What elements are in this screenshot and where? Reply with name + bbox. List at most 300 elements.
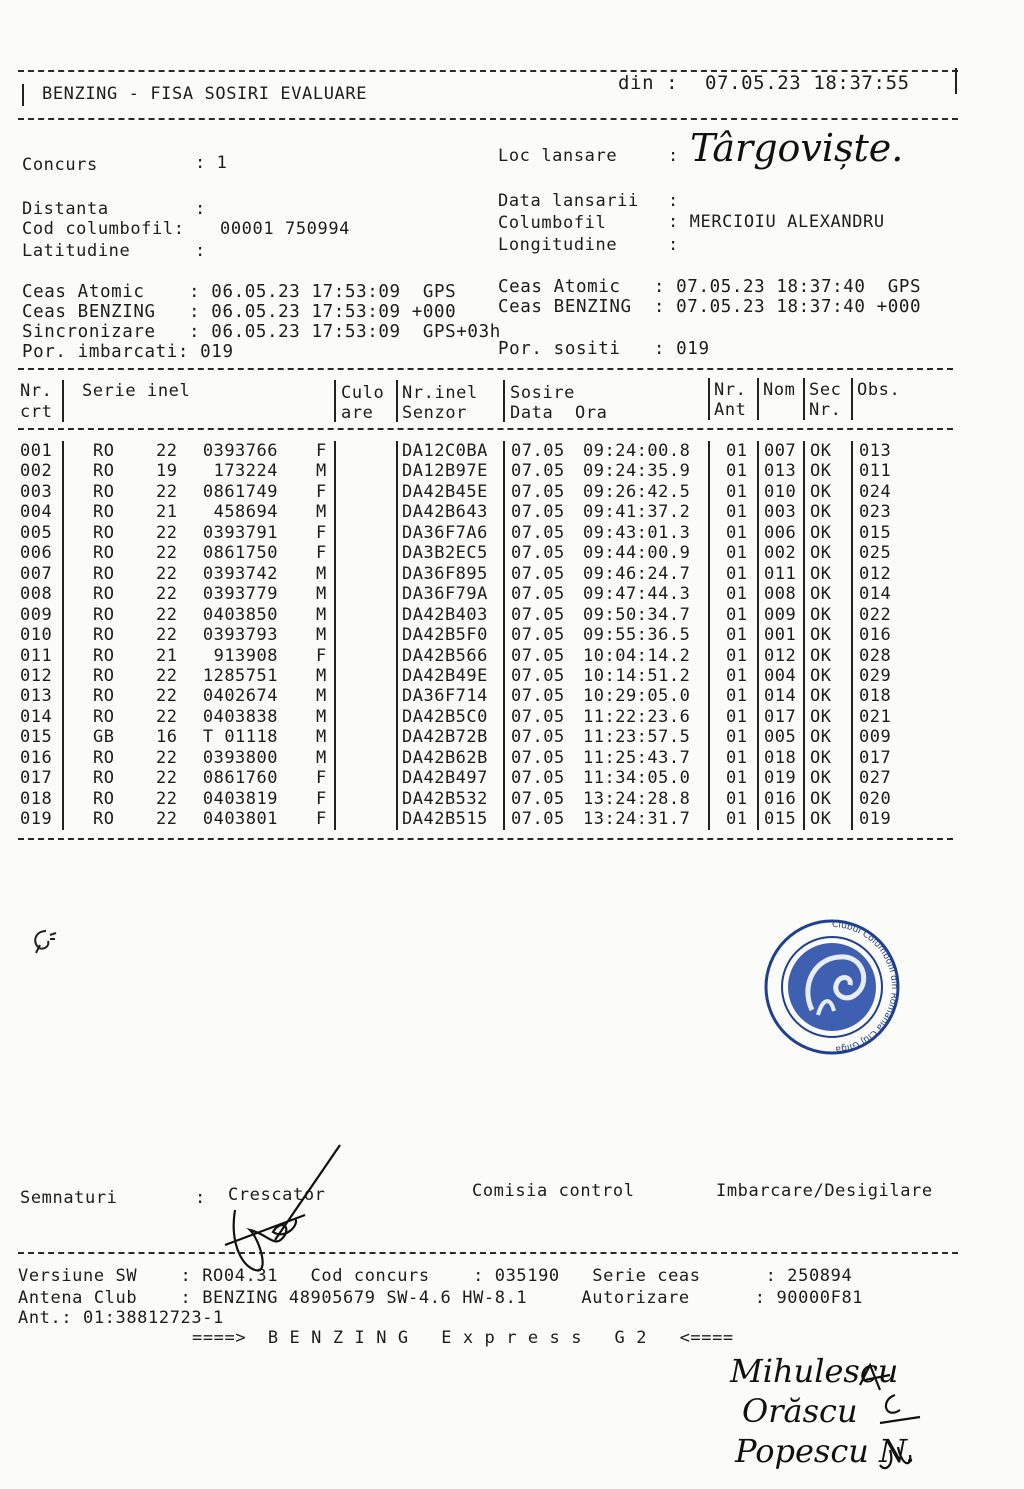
cell-nom: 011 [764,563,797,584]
cell-tara: RO [93,563,115,584]
cell-divider [708,605,710,626]
handwritten-initials [840,1355,950,1480]
cell-data: 07.05 [511,625,565,646]
cell-obs: 018 [859,686,892,707]
cell-divider [803,666,805,687]
cell-obs: 023 [859,502,892,523]
cell-nr: 010 [20,625,53,646]
benzing-express-banner: ====> B E N Z I N G E x p r e s s G 2 <==== [192,1328,734,1348]
loc-lansare-label: Loc lansare [498,146,618,166]
cell-divider [708,502,710,523]
cell-inel: 0861749 [202,481,278,502]
col-divider [757,378,759,420]
cell-divider [851,789,853,810]
cell-divider [803,523,805,544]
cell-nr: 009 [20,604,53,625]
cell-an: 22 [156,604,178,625]
cell-divider [334,768,336,789]
cell-divider [803,564,805,585]
table-row [0,809,1000,829]
cell-obs: 011 [859,461,892,482]
cell-data: 07.05 [511,686,565,707]
cell-divider [334,748,336,769]
cell-divider [851,482,853,503]
cell-nr: 007 [20,563,53,584]
por-sositi: Por. sositi : 019 [498,339,710,359]
cell-divider [62,727,64,748]
table-row [0,523,1000,543]
cell-tara: RO [93,747,115,768]
cell-data: 07.05 [511,706,565,727]
club-stamp [760,915,905,1065]
cell-nr: 015 [20,727,53,748]
cell-divider [708,543,710,564]
cell-divider [396,686,398,707]
cell-sex: M [316,665,327,686]
cell-divider [503,502,505,523]
cell-inel: 173224 [213,461,278,482]
concurs-value: : 1 [195,153,228,173]
cell-data: 07.05 [511,522,565,543]
latitudine-label: Latitudine [22,241,131,261]
cell-sex: F [316,809,327,830]
loc-lansare-handwritten: Târgoviște. [690,126,904,170]
cell-divider [851,523,853,544]
cell-divider [708,482,710,503]
cell-divider [851,707,853,728]
cell-divider [334,707,336,728]
cell-nr: 019 [20,809,53,830]
data-lansarii-value: : [668,191,679,211]
handwritten-name-1: Mihulescu [730,1352,899,1390]
cell-data: 07.05 [511,543,565,564]
cell-obs: 016 [859,625,892,646]
cell-inel: 0393793 [202,625,278,646]
cell-sec: OK [810,686,832,707]
cell-obs: 029 [859,665,892,686]
cell-inel: 0402674 [202,686,278,707]
cell-an: 22 [156,563,178,584]
comisia-control-label: Comisia control [472,1181,635,1201]
cell-sec: OK [810,788,832,809]
cell-divider [851,502,853,523]
table-row [0,789,1000,809]
cell-divider [803,605,805,626]
table-row [0,502,1000,522]
cell-senzor: DA12C0BA [402,441,488,461]
cell-sex: M [316,625,327,646]
cell-nr: 004 [20,502,53,523]
cell-divider [757,523,759,544]
cell-divider [803,625,805,646]
cell-an: 22 [156,788,178,809]
cell-divider [757,666,759,687]
cell-ant: 01 [726,686,748,707]
cell-inel: 0393766 [202,441,278,461]
cell-tara: RO [93,441,115,461]
cell-divider [708,727,710,748]
cell-data: 07.05 [511,584,565,605]
cell-ora: 10:14:51.2 [583,665,691,686]
table-row [0,564,1000,584]
cell-divider [396,502,398,523]
cell-divider [396,666,398,687]
cell-ant: 01 [726,768,748,789]
ceas-benzing-start: Ceas BENZING : 06.05.23 17:53:09 +000 [22,302,457,322]
cell-data: 07.05 [511,604,565,625]
cell-ora: 09:26:42.5 [583,481,691,502]
ceas-benzing-end: Ceas BENZING : 07.05.23 18:37:40 +000 [498,297,922,317]
cell-divider [396,523,398,544]
cell-divider [396,461,398,482]
cell-tara: RO [93,481,115,502]
cell-nom: 012 [764,645,797,666]
cell-sex: M [316,686,327,707]
cell-sex: M [316,502,327,523]
table-row [0,686,1000,706]
cell-divider [396,707,398,728]
concurs-label: Concurs [22,155,98,175]
cell-obs: 022 [859,604,892,625]
cell-inel: 0403801 [202,809,278,830]
cell-senzor: DA42B62B [402,747,488,768]
cell-tara: RO [93,686,115,707]
cell-nr: 017 [20,768,53,789]
col-ant-header-top: Nr. [714,380,747,400]
cell-divider [62,789,64,810]
cell-divider [757,482,759,503]
cell-an: 22 [156,543,178,564]
cell-divider [803,707,805,728]
cell-divider [62,605,64,626]
cell-nom: 006 [764,522,797,543]
distanta-value: : [195,199,206,219]
cell-senzor: DA42B5F0 [402,625,488,646]
cell-nom: 019 [764,768,797,789]
cell-ora: 09:41:37.2 [583,502,691,523]
cell-nom: 004 [764,665,797,686]
cell-nom: 018 [764,747,797,768]
cell-ora: 09:55:36.5 [583,625,691,646]
cell-divider [334,584,336,605]
table-row [0,441,1000,461]
cell-divider [757,461,759,482]
col-divider [334,380,336,422]
cell-senzor: DA42B643 [402,502,488,523]
cell-inel: 0403819 [202,788,278,809]
cell-divider [708,768,710,789]
cod-columbofil-label: Cod columbofil: [22,219,185,239]
cell-an: 22 [156,625,178,646]
cell-data: 07.05 [511,441,565,461]
cell-divider [708,584,710,605]
cell-obs: 014 [859,584,892,605]
cell-ora: 09:46:24.7 [583,563,691,584]
cell-nom: 009 [764,604,797,625]
cell-divider [757,584,759,605]
cell-divider [803,789,805,810]
cell-divider [396,809,398,830]
cell-divider [851,727,853,748]
cell-inel: T 01118 [202,727,278,748]
cell-divider [503,707,505,728]
table-row [0,461,1000,481]
cell-sex: F [316,645,327,666]
cell-senzor: DA42B532 [402,788,488,809]
cell-sec: OK [810,809,832,830]
cell-nr: 011 [20,645,53,666]
cell-tara: RO [93,625,115,646]
col-ant-header-bottom: Ant [714,400,747,420]
cell-divider [851,605,853,626]
cell-obs: 012 [859,563,892,584]
cell-nr: 012 [20,665,53,686]
cell-divider [757,686,759,707]
cell-tara: RO [93,809,115,830]
table-row [0,666,1000,686]
cell-divider [62,543,64,564]
cell-sex: M [316,563,327,584]
cell-divider [396,482,398,503]
cell-inel: 0393779 [202,584,278,605]
cell-inel: 458694 [213,502,278,523]
cell-divider [757,625,759,646]
report-date-label: din : [618,72,679,94]
table-bottom-rule [18,838,953,840]
cell-ora: 09:44:00.9 [583,543,691,564]
header-bottom-rule [18,118,958,120]
col-senzor-header-top: Nr.inel [402,383,478,403]
antena-line: Antena Club : BENZING 48905679 SW-4.6 HW-8.1 Autorizare : 90000F81 [18,1288,864,1308]
cell-nr: 016 [20,747,53,768]
cell-an: 22 [156,522,178,543]
cell-divider [851,748,853,769]
cell-ora: 10:29:05.0 [583,686,691,707]
cell-an: 19 [156,461,178,482]
cell-ant: 01 [726,706,748,727]
cell-senzor: DA36F79A [402,584,488,605]
cell-sex: M [316,584,327,605]
cell-sec: OK [810,665,832,686]
cell-nom: 016 [764,788,797,809]
crescator-label: Crescator [228,1185,326,1205]
cell-divider [803,748,805,769]
cell-nr: 006 [20,543,53,564]
cell-tara: RO [93,543,115,564]
cell-divider [334,482,336,503]
data-lansarii-label: Data lansarii [498,191,639,211]
cell-divider [851,809,853,830]
table-row [0,768,1000,788]
cell-divider [803,543,805,564]
cell-tara: RO [93,604,115,625]
cell-ora: 09:43:01.3 [583,522,691,543]
cell-ora: 09:24:35.9 [583,461,691,482]
cell-divider [503,482,505,503]
cell-divider [803,686,805,707]
cell-divider [803,584,805,605]
cell-divider [708,523,710,544]
cell-ora: 10:04:14.2 [583,645,691,666]
cell-obs: 020 [859,788,892,809]
cell-divider [334,461,336,482]
handwritten-name-3: Popescu N. [735,1432,916,1470]
ceas-atomic-end: Ceas Atomic : 07.05.23 18:37:40 GPS [498,277,922,297]
table-row [0,625,1000,645]
col-sec-header-bottom: Nr. [809,400,842,420]
cell-an: 21 [156,502,178,523]
cell-sec: OK [810,461,832,482]
cell-data: 07.05 [511,563,565,584]
cell-sec: OK [810,768,832,789]
cell-divider [334,564,336,585]
col-senzor-header-bottom: Senzor [402,403,468,423]
cell-sec: OK [810,604,832,625]
cell-divider [62,482,64,503]
cell-nom: 010 [764,481,797,502]
cell-an: 22 [156,706,178,727]
cell-nom: 015 [764,809,797,830]
cell-nom: 002 [764,543,797,564]
cell-data: 07.05 [511,727,565,748]
col-divider [803,378,805,420]
cell-ora: 09:50:34.7 [583,604,691,625]
cell-divider [503,646,505,667]
cell-divider [757,768,759,789]
cell-obs: 017 [859,747,892,768]
cell-nr: 013 [20,686,53,707]
cell-divider [334,441,336,462]
por-imbarcati: Por. imbarcati: 019 [22,342,234,362]
longitudine-label: Longitudine [498,235,618,255]
cell-divider [62,707,64,728]
cell-divider [62,748,64,769]
cell-divider [757,605,759,626]
cell-obs: 019 [859,809,892,830]
cell-divider [803,809,805,830]
cod-columbofil-value: 00001 750994 [220,219,351,239]
cell-tara: RO [93,522,115,543]
table-row [0,543,1000,563]
header-left-bar [22,84,24,106]
cell-inel: 0403838 [202,706,278,727]
cell-nr: 001 [20,441,53,461]
cell-sec: OK [810,481,832,502]
cell-divider [803,646,805,667]
cell-divider [503,441,505,462]
cell-ant: 01 [726,727,748,748]
cell-divider [708,666,710,687]
cell-an: 22 [156,809,178,830]
cell-inel: 0403850 [202,604,278,625]
cell-senzor: DA42B403 [402,604,488,625]
cell-divider [62,523,64,544]
cell-ora: 11:25:43.7 [583,747,691,768]
cell-divider [334,727,336,748]
cell-an: 22 [156,686,178,707]
cell-ora: 13:24:28.8 [583,788,691,809]
col-sec-header-top: Sec [809,380,842,400]
col-obs-header: Obs. [857,380,901,400]
cell-sec: OK [810,563,832,584]
cell-ant: 01 [726,584,748,605]
cell-divider [757,502,759,523]
table-row [0,605,1000,625]
cell-divider [503,748,505,769]
cell-divider [396,748,398,769]
cell-sec: OK [810,543,832,564]
cell-an: 21 [156,645,178,666]
cell-data: 07.05 [511,665,565,686]
cell-data: 07.05 [511,809,565,830]
col-sosire-header-bottom: Data Ora [510,403,608,423]
col-divider [503,380,505,422]
cell-divider [757,543,759,564]
cell-sec: OK [810,706,832,727]
cell-tara: RO [93,706,115,727]
cell-an: 22 [156,768,178,789]
columbofil-label: Columbofil [498,213,607,233]
cell-ant: 01 [726,461,748,482]
cell-senzor: DA3B2EC5 [402,543,488,564]
col-sosire-header-top: Sosire [510,383,576,403]
cell-divider [708,564,710,585]
cell-divider [62,809,64,830]
cell-divider [334,646,336,667]
cell-divider [503,584,505,605]
cell-nom: 003 [764,502,797,523]
cell-divider [503,461,505,482]
cell-divider [396,646,398,667]
cell-ant: 01 [726,441,748,461]
cell-ora: 11:34:05.0 [583,768,691,789]
longitudine-value: : [668,235,679,255]
latitudine-value: : [195,241,206,261]
cell-obs: 013 [859,441,892,461]
cell-obs: 028 [859,645,892,666]
cell-inel: 0861760 [202,768,278,789]
cell-sex: M [316,604,327,625]
cell-divider [803,727,805,748]
cell-divider [62,441,64,462]
cell-nom: 014 [764,686,797,707]
cell-obs: 021 [859,706,892,727]
cell-obs: 024 [859,481,892,502]
cell-divider [396,543,398,564]
cell-ora: 11:23:57.5 [583,727,691,748]
cell-an: 22 [156,584,178,605]
cell-nr: 005 [20,522,53,543]
cell-divider [803,441,805,462]
cell-divider [62,646,64,667]
cell-divider [851,625,853,646]
cell-sec: OK [810,441,832,461]
cell-sex: F [316,788,327,809]
cell-sex: M [316,706,327,727]
cell-ant: 01 [726,502,748,523]
cell-senzor: DA36F714 [402,686,488,707]
cell-obs: 009 [859,727,892,748]
cell-nom: 013 [764,461,797,482]
cell-divider [334,502,336,523]
cell-divider [503,789,505,810]
cell-obs: 025 [859,543,892,564]
col-nr-header-top: Nr. [20,381,53,401]
distanta-label: Distanta [22,199,109,219]
cell-sex: F [316,481,327,502]
cell-ant: 01 [726,645,748,666]
cell-divider [757,789,759,810]
